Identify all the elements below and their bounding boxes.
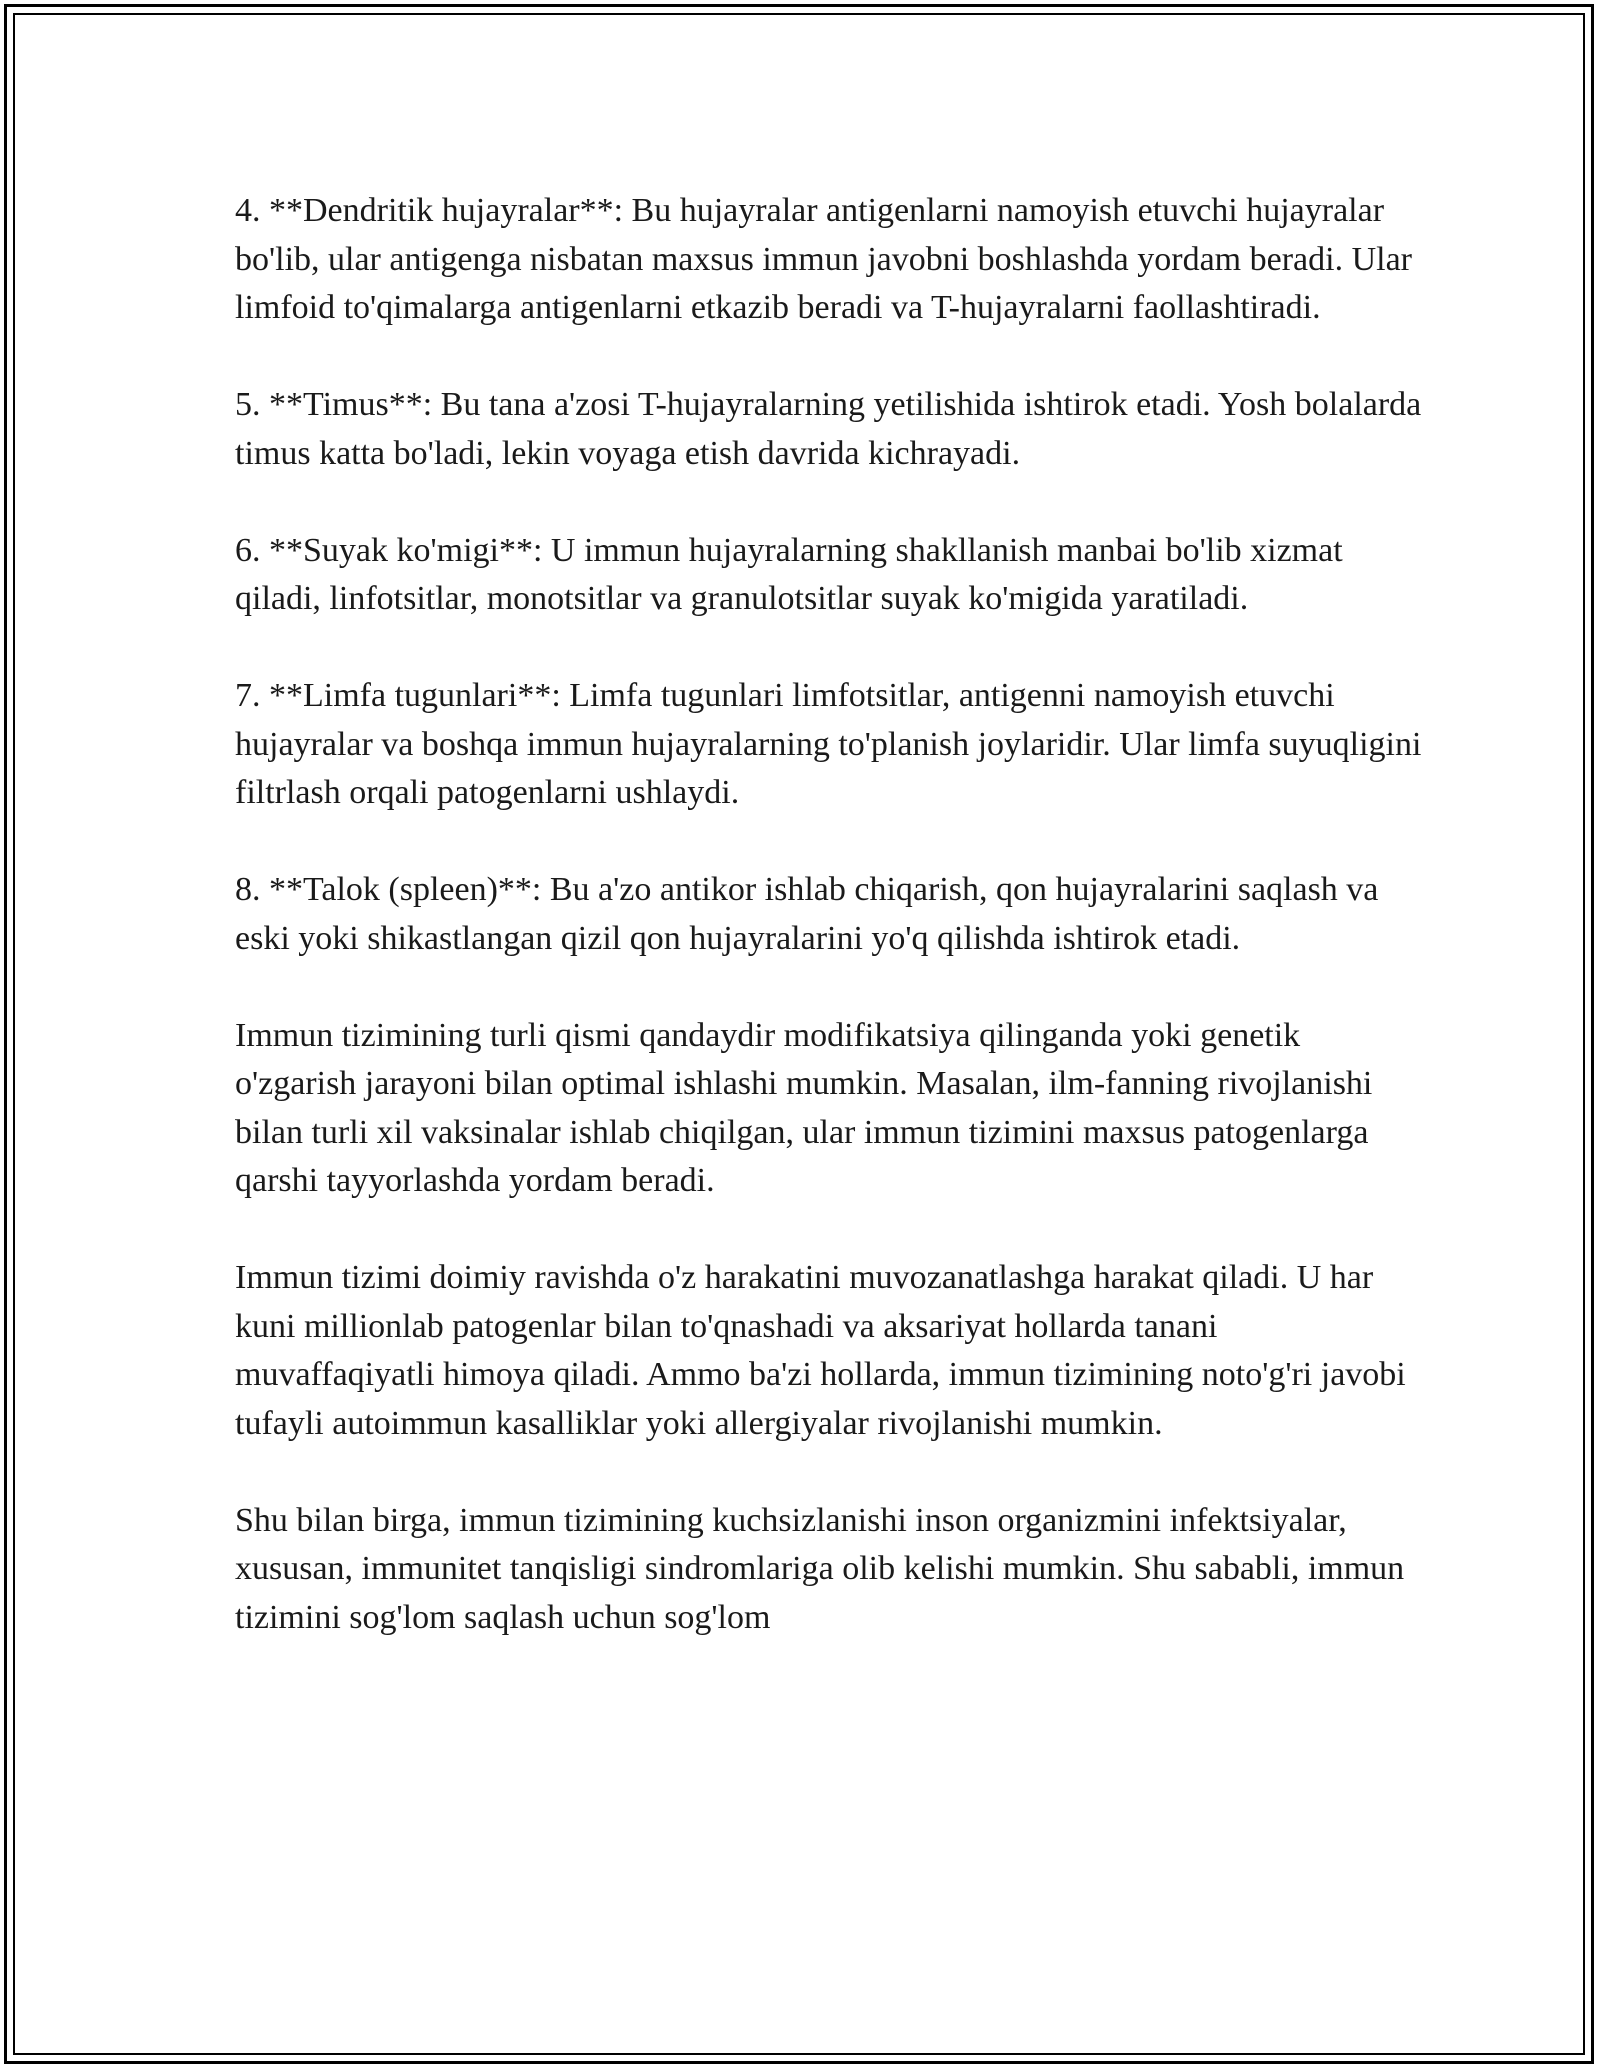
paragraph-bone-marrow: 6. **Suyak ko'migi**: U immun hujayralarning shakllanish manbai bo'lib xizmat qiladi, linfotsitlar, monotsitlar va granulotsitlar suyak ko'migida yaratiladi. — [235, 531, 1343, 617]
paragraph-lymph-nodes: 7. **Limfa tugunlari**: Limfa tugunlari limfotsitlar, antigenni namoyish etuvchi hujayralar va boshqa immun hujayralarning to'planish joylaridir. Ular limfa suyuqligini filtrlash orqali patogenlarni ushlaydi. — [235, 677, 1422, 811]
paragraph-balance: Immun tizimi doimiy ravishda o'z harakatini muvozanatlashga harakat qiladi. U har kuni millionlab patogenlar bilan to'qnashadi va aksariyat hollarda tanani muvaffaqiyatli himoya qiladi. Ammo ba'zi hollarda, immun tizimining noto'g'ri javobi tufayli autoimmun kasalliklar yoki allergiyalar rivojlanishi mumkin. — [235, 1259, 1406, 1442]
paragraph-vaccines: Immun tizimining turli qismi qandaydir modifikatsiya qilinganda yoki genetik o'zgarish jarayoni bilan optimal ishlashi mumkin. Masalan, ilm-fanning rivojlanishi bilan turli xil vaksinalar ishlab chiqilgan, ular immun tizimini maxsus patogenlarga qarshi tayyorlashda yordam beradi. — [235, 1016, 1373, 1199]
paragraph-spleen: 8. **Talok (spleen)**: Bu a'zo antikor ishlab chiqarish, qon hujayralarini saqlash va eski yoki shikastlangan qizil qon hujayralarini yo'q qilishda ishtirok etadi. — [235, 871, 1379, 957]
paragraph-weakening: Shu bilan birga, immun tizimining kuchsizlanishi inson organizmini infektsiyalar, xususan, immunitet tanqisligi sindromlariga olib kelishi mumkin. Shu sababli, immun tizimini sog'lom saqlash uchun sog'lom — [235, 1501, 1405, 1636]
paragraph-thymus: 5. **Timus**: Bu tana a'zosi T-hujayralarning yetilishida ishtirok etadi. Yosh bolalarda timus katta bo'ladi, lekin voyaga etish davrida kichrayadi. — [235, 386, 1422, 472]
paragraph-dendritic-cells: 4. **Dendritik hujayralar**: Bu hujayralar antigenlarni namoyish etuvchi hujayralar bo'lib, ular antigenga nisbatan maxsus immun javobni boshlashda yordam beradi. Ular limfoid to'qimalarga antigenlarni etkazib beradi va T-hujayralarni faollashtiradi. — [235, 192, 1412, 326]
document-body — [235, 187, 1425, 1642]
